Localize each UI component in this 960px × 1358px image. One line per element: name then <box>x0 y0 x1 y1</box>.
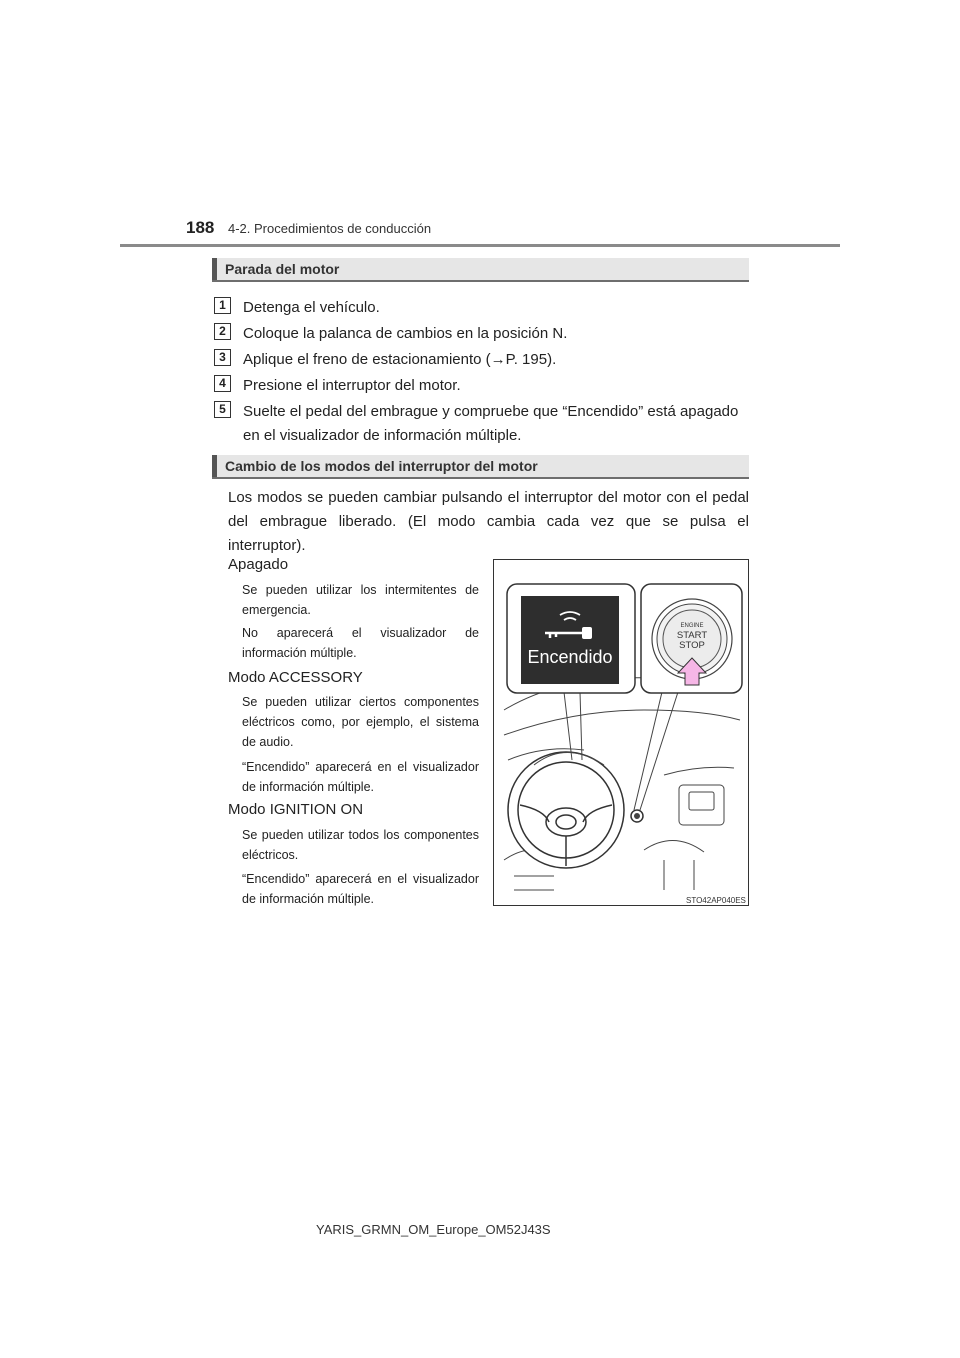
step-number: 3 <box>214 349 231 366</box>
button-label-stop: STOP <box>679 640 705 651</box>
mode-desc: No aparecerá el visualizador de información múltiple. <box>242 626 479 660</box>
mode-desc: Se pueden utilizar los intermitentes de emergencia. <box>242 583 479 617</box>
mode-title-ignition-on: Modo IGNITION ON <box>228 801 364 818</box>
dashboard-illustration <box>493 559 749 906</box>
mode-desc: Se pueden utilizar todos los componentes eléctricos. <box>242 828 479 862</box>
intro-paragraph: Los modos se pueden cambiar pulsando el interruptor del motor con el pedal del embrague liberado. (El modo cambia cada vez que se pulsa el interruptor). <box>228 489 749 554</box>
mode-desc: Se pueden utilizar ciertos componentes eléctricos como, por ejemplo, el sistema de audio. <box>242 695 479 749</box>
step-text: Suelte el pedal del embrague y compruebe que “Encendido” está apagado en el visualizador de información múltiple. <box>243 403 739 444</box>
step-text: Presione el interruptor del motor. <box>243 377 461 394</box>
step-number: 2 <box>214 323 231 340</box>
figure-code: STO42AP040ES <box>686 896 746 905</box>
page-number: 188 <box>186 218 215 237</box>
mode-title-accessory: Modo ACCESSORY <box>228 669 363 686</box>
mode-desc: “Encendido” aparecerá en el visualizador de información múltiple. <box>242 872 479 906</box>
dashboard-drawing <box>494 560 749 906</box>
button-label-engine: ENGINE <box>680 623 704 629</box>
section-heading-text: Cambio de los modos del interruptor del motor <box>225 458 538 474</box>
heading-bar <box>212 455 217 477</box>
step-text: Coloque la palanca de cambios en la posición N. <box>243 325 568 342</box>
step-number: 5 <box>214 401 231 418</box>
step-number: 1 <box>214 297 231 314</box>
section-title: 4-2. Procedimientos de conducción <box>228 221 432 236</box>
section-heading-text: Parada del motor <box>225 261 340 277</box>
header-rule <box>120 244 840 247</box>
footer-document-id: YARIS_GRMN_OM_Europe_OM52J43S <box>316 1222 551 1237</box>
section-heading-parada <box>212 258 749 282</box>
step-text: Detenga el vehículo. <box>243 299 380 316</box>
step-number: 4 <box>214 375 231 392</box>
section-heading-modos <box>212 455 749 479</box>
mode-desc: “Encendido” aparecerá en el visualizador de información múltiple. <box>242 760 479 794</box>
button-label-start: START <box>676 630 708 641</box>
mode-title-apagado: Apagado <box>228 556 289 573</box>
display-text: Encendido <box>527 647 613 667</box>
step-text: Aplique el freno de estacionamiento (→P. 195). <box>243 351 557 368</box>
heading-bar <box>212 258 217 280</box>
